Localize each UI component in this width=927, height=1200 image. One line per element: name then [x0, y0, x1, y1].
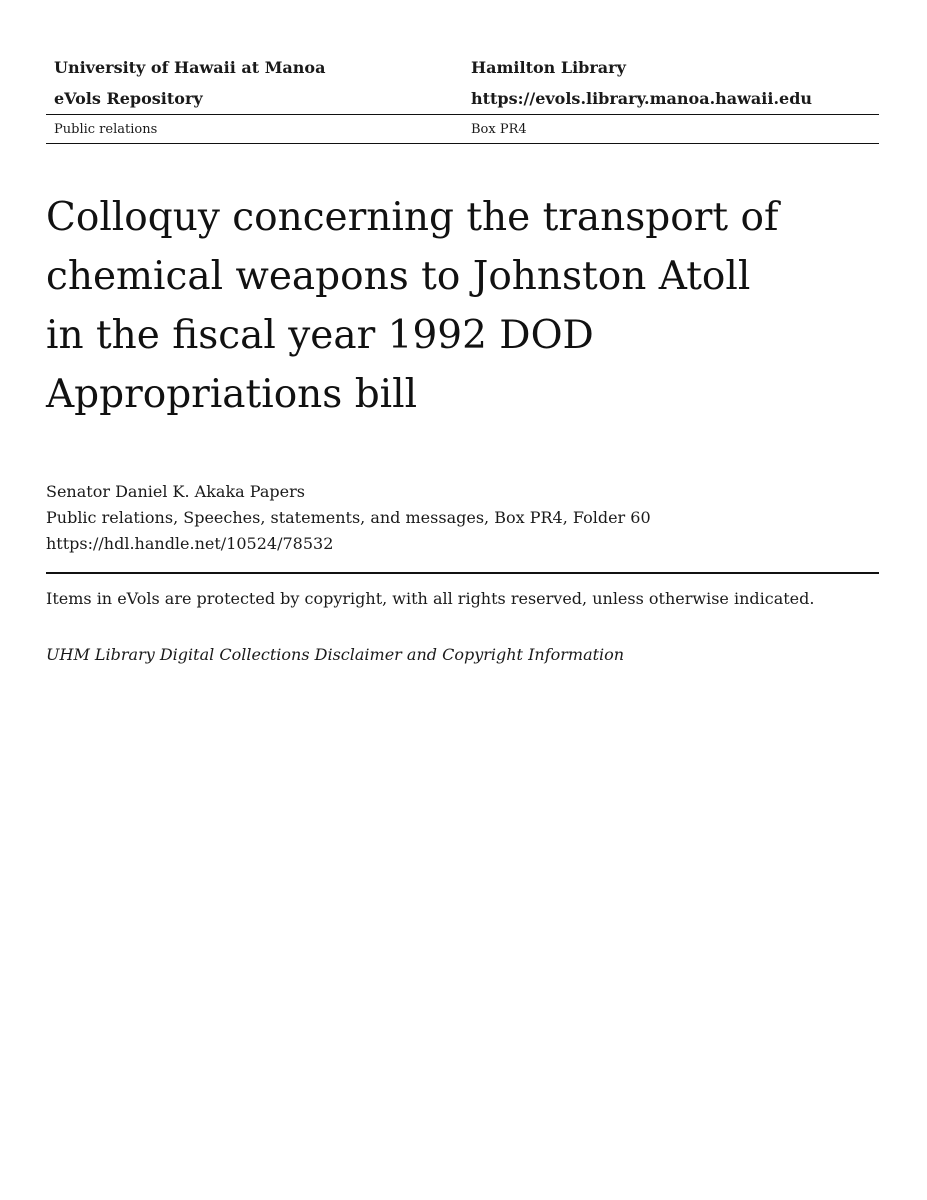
- document-metadata: [46, 479, 651, 557]
- rights-statement: Items in eVols are protected by copyright, with all rights reserved, unless otherwise indicated.: [46, 589, 815, 608]
- title-line: in the fiscal year 1992 DOD: [46, 313, 594, 358]
- box-label: Box PR4: [471, 121, 527, 137]
- series-name: Public relations: [54, 121, 158, 137]
- title-line: Colloquy concerning the transport of: [46, 195, 779, 240]
- header-bottom-divider: [46, 143, 879, 144]
- section-divider: [46, 572, 879, 574]
- disclaimer-link[interactable]: UHM Library Digital Collections Disclaimer and Copyright Information: [46, 645, 625, 664]
- institution-name: University of Hawaii at Manoa: [54, 58, 326, 77]
- header-row-3: [46, 115, 879, 143]
- repository-url[interactable]: https://evols.library.manoa.hawaii.edu: [471, 89, 813, 108]
- title-line: chemical weapons to Johnston Atoll: [46, 254, 751, 299]
- title-line: Appropriations bill: [46, 372, 418, 417]
- header-row-2: [46, 83, 879, 114]
- folder-location: Public relations, Speeches, statements, and messages, Box PR4, Folder 60: [46, 508, 651, 527]
- repository-name: eVols Repository: [54, 89, 203, 108]
- handle-link[interactable]: https://hdl.handle.net/10524/78532: [46, 534, 334, 553]
- document-title: [46, 188, 826, 424]
- document-header: [46, 52, 879, 144]
- library-name: Hamilton Library: [471, 58, 626, 77]
- header-row-1: [46, 52, 879, 83]
- collection-name: Senator Daniel K. Akaka Papers: [46, 482, 305, 501]
